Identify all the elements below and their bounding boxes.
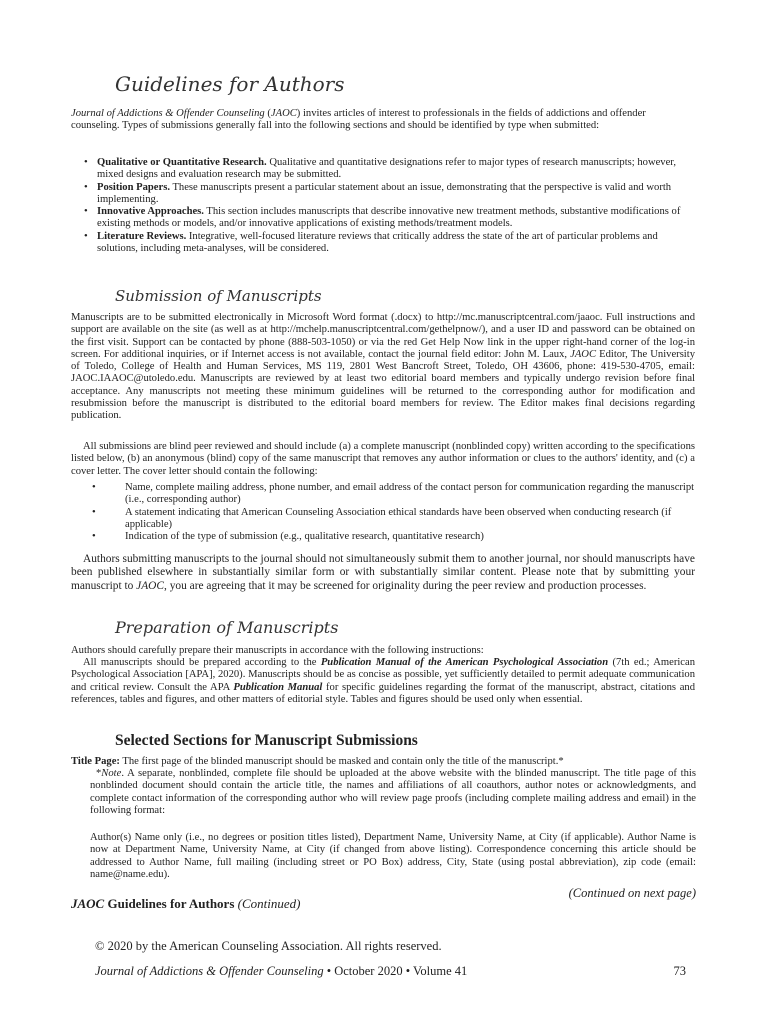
list-item: • Name, complete mailing address, phone number, and email address of the contact person for communication regarding the manuscript (i.e., corresponding author) [92,482,695,506]
footer-journal: Journal of Addictions & Offender Counseling [95,964,324,978]
intro-paragraph: Journal of Addictions & Offender Counseling (JAOC) invites articles of interest to professionals in the fields of addictions and offender counseling. Types of submissions generally fall into the following sections and should be identified by type when submitted: [71,108,646,132]
journal-abbr: JAOC [270,108,297,119]
submission-types-list [84,157,696,255]
footer-issue: • October 2020 • Volume 41 [323,964,468,978]
submission-paragraph-3: Authors submitting manuscripts to the journal should not simultaneously submit them to another journal, nor should manuscripts have been published elsewhere in substantially similar form or with substantially similar content. Please note that by submitting your manuscript to JAOC, you are agreeing that it may be screened for originality during the peer review and production processes. [71,553,695,592]
list-item: • Qualitative or Quantitative Research. Qualitative and quantitative designations refer to major types of research manuscripts; however, mixed designs and evaluation research may be submitted. [84,157,677,181]
journal-name: Journal of Addictions & Offender Counseling [71,108,265,119]
list-item: • Position Papers. These manuscripts present a particular statement about an issue, demonstrating that the perspective is valid and worth implementing. [84,181,672,205]
list-item: • A statement indicating that American Counseling Association ethical standards have been observed when conducting research (if applicable) [92,506,672,530]
list-item: • Literature Reviews. Integrative, well-focused literature reviews that critically address the state of the art of particular problems and solutions, including meta-analyses, will be considered. [84,230,658,255]
section-heading-submission: Submission of Manuscripts [115,287,322,305]
copyright-notice: © 2020 by the American Counseling Association. All rights reserved. [95,939,442,953]
list-item: • Innovative Approaches. This section includes manuscripts that describe innovative new treatment methods, substantive modifications of existing methods or models, and/or innovative applications of existing methods/treatment models. [84,206,681,230]
page-title: Guidelines for Authors [115,72,345,96]
preparation-paragraph-2: All manuscripts should be prepared according to the Publication Manual of the American Psychological Association (7th ed.; American Psychological Association [APA], 2020). Manuscripts should be as concise as possible, yet sufficiently detailed to permit adequate communication and critical review. Consult the APA Publication Manual for specific guidelines regarding the format of the manuscript, abstract, citations and references, tables and figures, and other matters of editorial style. Tables and figures should be used only when essential. [71,657,696,705]
continued-title: JAOC Guidelines for Authors (Continued) [71,896,301,911]
continued-next-page: (Continued on next page) [568,886,696,900]
title-page-note: *Note. A separate, nonblinded, complete file should be uploaded at the above website with the blinded manuscript. The title page of this nonblinded document should contain the article title, the names and affiliations of all coauthors, author notes or acknowledgments, and complete contact information of the corresponding author who will review page proofs (including complete mailing address and email) in the following format: [90,768,696,816]
title-page-paragraph: Title Page: The first page of the blinded manuscript should be masked and contain only the title of the manuscript.* [71,756,564,767]
cover-letter-list [92,482,696,543]
section-heading-preparation: Preparation of Manuscripts [115,618,339,637]
page-footer [95,964,686,979]
preparation-paragraph-1: Authors should carefully prepare their manuscripts in accordance with the following instructions: [71,645,484,656]
list-item: • Indication of the type of submission (e.g., qualitative research, quantitative research) [92,531,484,543]
submission-paragraph-1: Manuscripts are to be submitted electronically in Microsoft Word format (.docx) to http://mc.manuscriptcentral.com/jaaoc. Full instructions and support are available on the site (as well as at http://mchelp.manuscriptcentral.com/gethelpnow/), and a user ID and password can be obtained on the first visit. Support can be contacted by phone (888-503-1050) or via the red Get Help Now link in the upper right-hand corner of the log-in screen. For additional inquiries, or if Internet access is not available, contact the journal field editor: John M. Laux, JAOC Editor, The University of Toledo, College of Health and Human Services, MS 119, 2801 West Bancroft Street, Toledo, OH 43606, phone: 419-530-4705, email: JAOC.IAAOC@utoledo.edu. Manuscripts are reviewed by at least two editorial board members and typically undergo revision before final acceptance. Any manuscripts not meeting these minimum guidelines will be returned to the corresponding author for modification and resubmission before the manuscript is distributed to the editorial board members for review. The Editor makes final decisions regarding publication. [71,312,695,422]
title-page-format: Author(s) Name only (i.e., no degrees or position titles listed), Department Name, University Name, at City (if applicable). Author Name is now at Department Name, University Name, at City (if changed from above listing). Correspondence concerning this article should be addressed to Author Name, full mailing (including street or PO Box) address, City, State (using postal abbreviation), zip code (email: name@name.edu). [90,832,696,880]
page-number: 73 [673,964,686,978]
submission-paragraph-2: All submissions are blind peer reviewed and should include (a) a complete manuscript (nonblinded copy) written according to the specifications listed below, (b) an anonymous (blind) copy of the same manuscript that removes any author information or clues to the authors' identity, and (c) a cover letter. The cover letter should contain the following: [71,441,695,477]
section-heading-selected: Selected Sections for Manuscript Submissions [115,732,418,749]
